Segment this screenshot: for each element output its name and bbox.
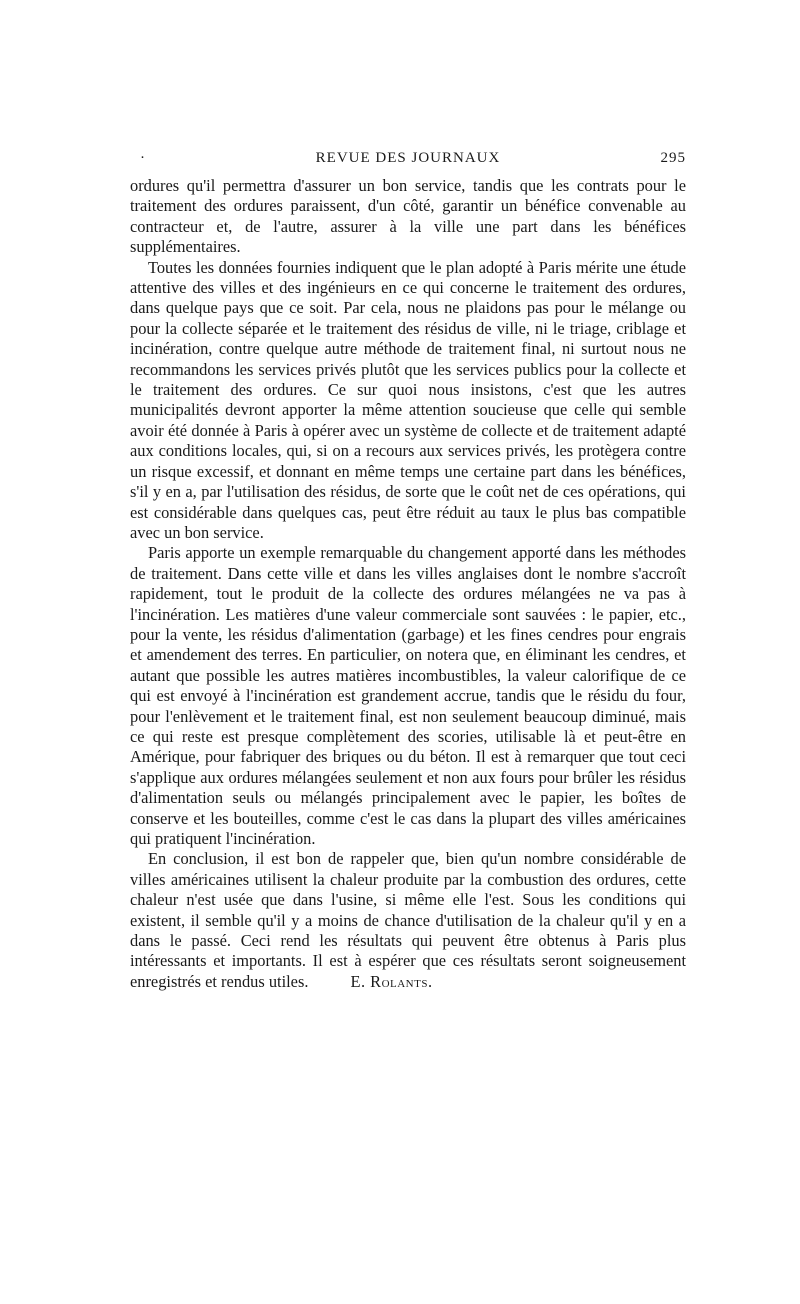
paragraph: Paris apporte un exemple remarquable du changement apporté dans les méthodes de traitement. Dans cette ville et dans les villes anglaises dont le nombre s'accroît rapidement, tout le produit de la collecte des ordures mélangées ne va pas à l'incinération. Les matières d'une valeur commerciale sont sauvées : le papier, etc., pour la vente, les résidus d'alimentation (garbage) et les fines cendres pour engrais et amendement des terres. En particulier, on notera que, en éliminant les cendres, et autant que possible les autres matières incombustibles, la valeur calorifique de ce qui est envoyé à l'incinération est grandement accrue, tandis que le résidu du four, pour l'enlèvement et le traitement final, est non seulement beaucoup diminué, mais ce qui reste est presque complètement des scories, utilisable là et peut-être en Amérique, pour fabriquer des briques ou du béton. Il est à remarquer que tout ceci s'applique aux ordures mélangées seulement et non aux fours pour brûler les résidus d'alimentation seuls ou mélangés principalement avec le papier, les boîtes de conserve et les bouteilles, comme c'est le cas dans la plupart des villes américaines qui pratiquent l'incinération. [130, 543, 686, 848]
page-number: 295 [660, 150, 686, 166]
paragraph-conclusion [130, 849, 686, 992]
author-signature: E. Rolants. [350, 971, 433, 991]
running-header [130, 150, 686, 176]
header-dot: · [140, 150, 146, 166]
page [130, 150, 686, 992]
paragraph-continuation: ordures qu'il permettra d'assurer un bon service, tandis que les contrats pour le traitement des ordures paraissent, d'un côté, garantir un bénéfice convenable au contracteur et, de l'autre, assurer à la ville une part dans les bénéfices supplémentaires. [130, 176, 686, 257]
conclusion-text: En conclusion, il est bon de rappeler que, bien qu'un nombre considérable de villes américaines utilisent la chaleur produite par la combustion des ordures, cette chaleur n'est usée que dans l'usine, si même elle l'est. Sous les conditions qui existent, il semble qu'il y a moins de chance d'utilisation de la chaleur qu'il y en a dans le passé. Ceci rend les résultats qui peuvent être obtenus à Paris plus intéressants et importants. Il est à espérer que ces résultats seront soigneusement enregistrés et rendus utiles. [130, 849, 686, 991]
article-body [130, 176, 686, 992]
paragraph: Toutes les données fournies indiquent que le plan adopté à Paris mérite une étude attentive des villes et des ingénieurs en ce qui concerne le traitement des ordures, dans quelque pays que ce soit. Par cela, nous ne plaidons pas pour le mélange ou pour la collecte séparée et le traitement des résidus de ville, ni le triage, criblage et incinération, contre quelque autre méthode de traitement final, ni surtout nous ne recommandons les services privés plutôt que les services publics pour la collecte et le traitement des ordures. Ce sur quoi nous insistons, c'est que les autres municipalités devront apporter la même attention soucieuse que celle qui semble avoir été donnée à Paris à opérer avec un système de collecte et de traitement adapté aux conditions locales, qui, si on a recours aux services privés, les protègera contre un risque excessif, et donnant en même temps une certaine part dans les bénéfices, s'il y en a, par l'utilisation des résidus, de sorte que le coût net de ces opérations, qui est considérable dans quelques cas, peut être réduit au taux le plus bas compatible avec un bon service. [130, 257, 686, 542]
journal-section-title: REVUE DES JOURNAUX [315, 150, 501, 166]
